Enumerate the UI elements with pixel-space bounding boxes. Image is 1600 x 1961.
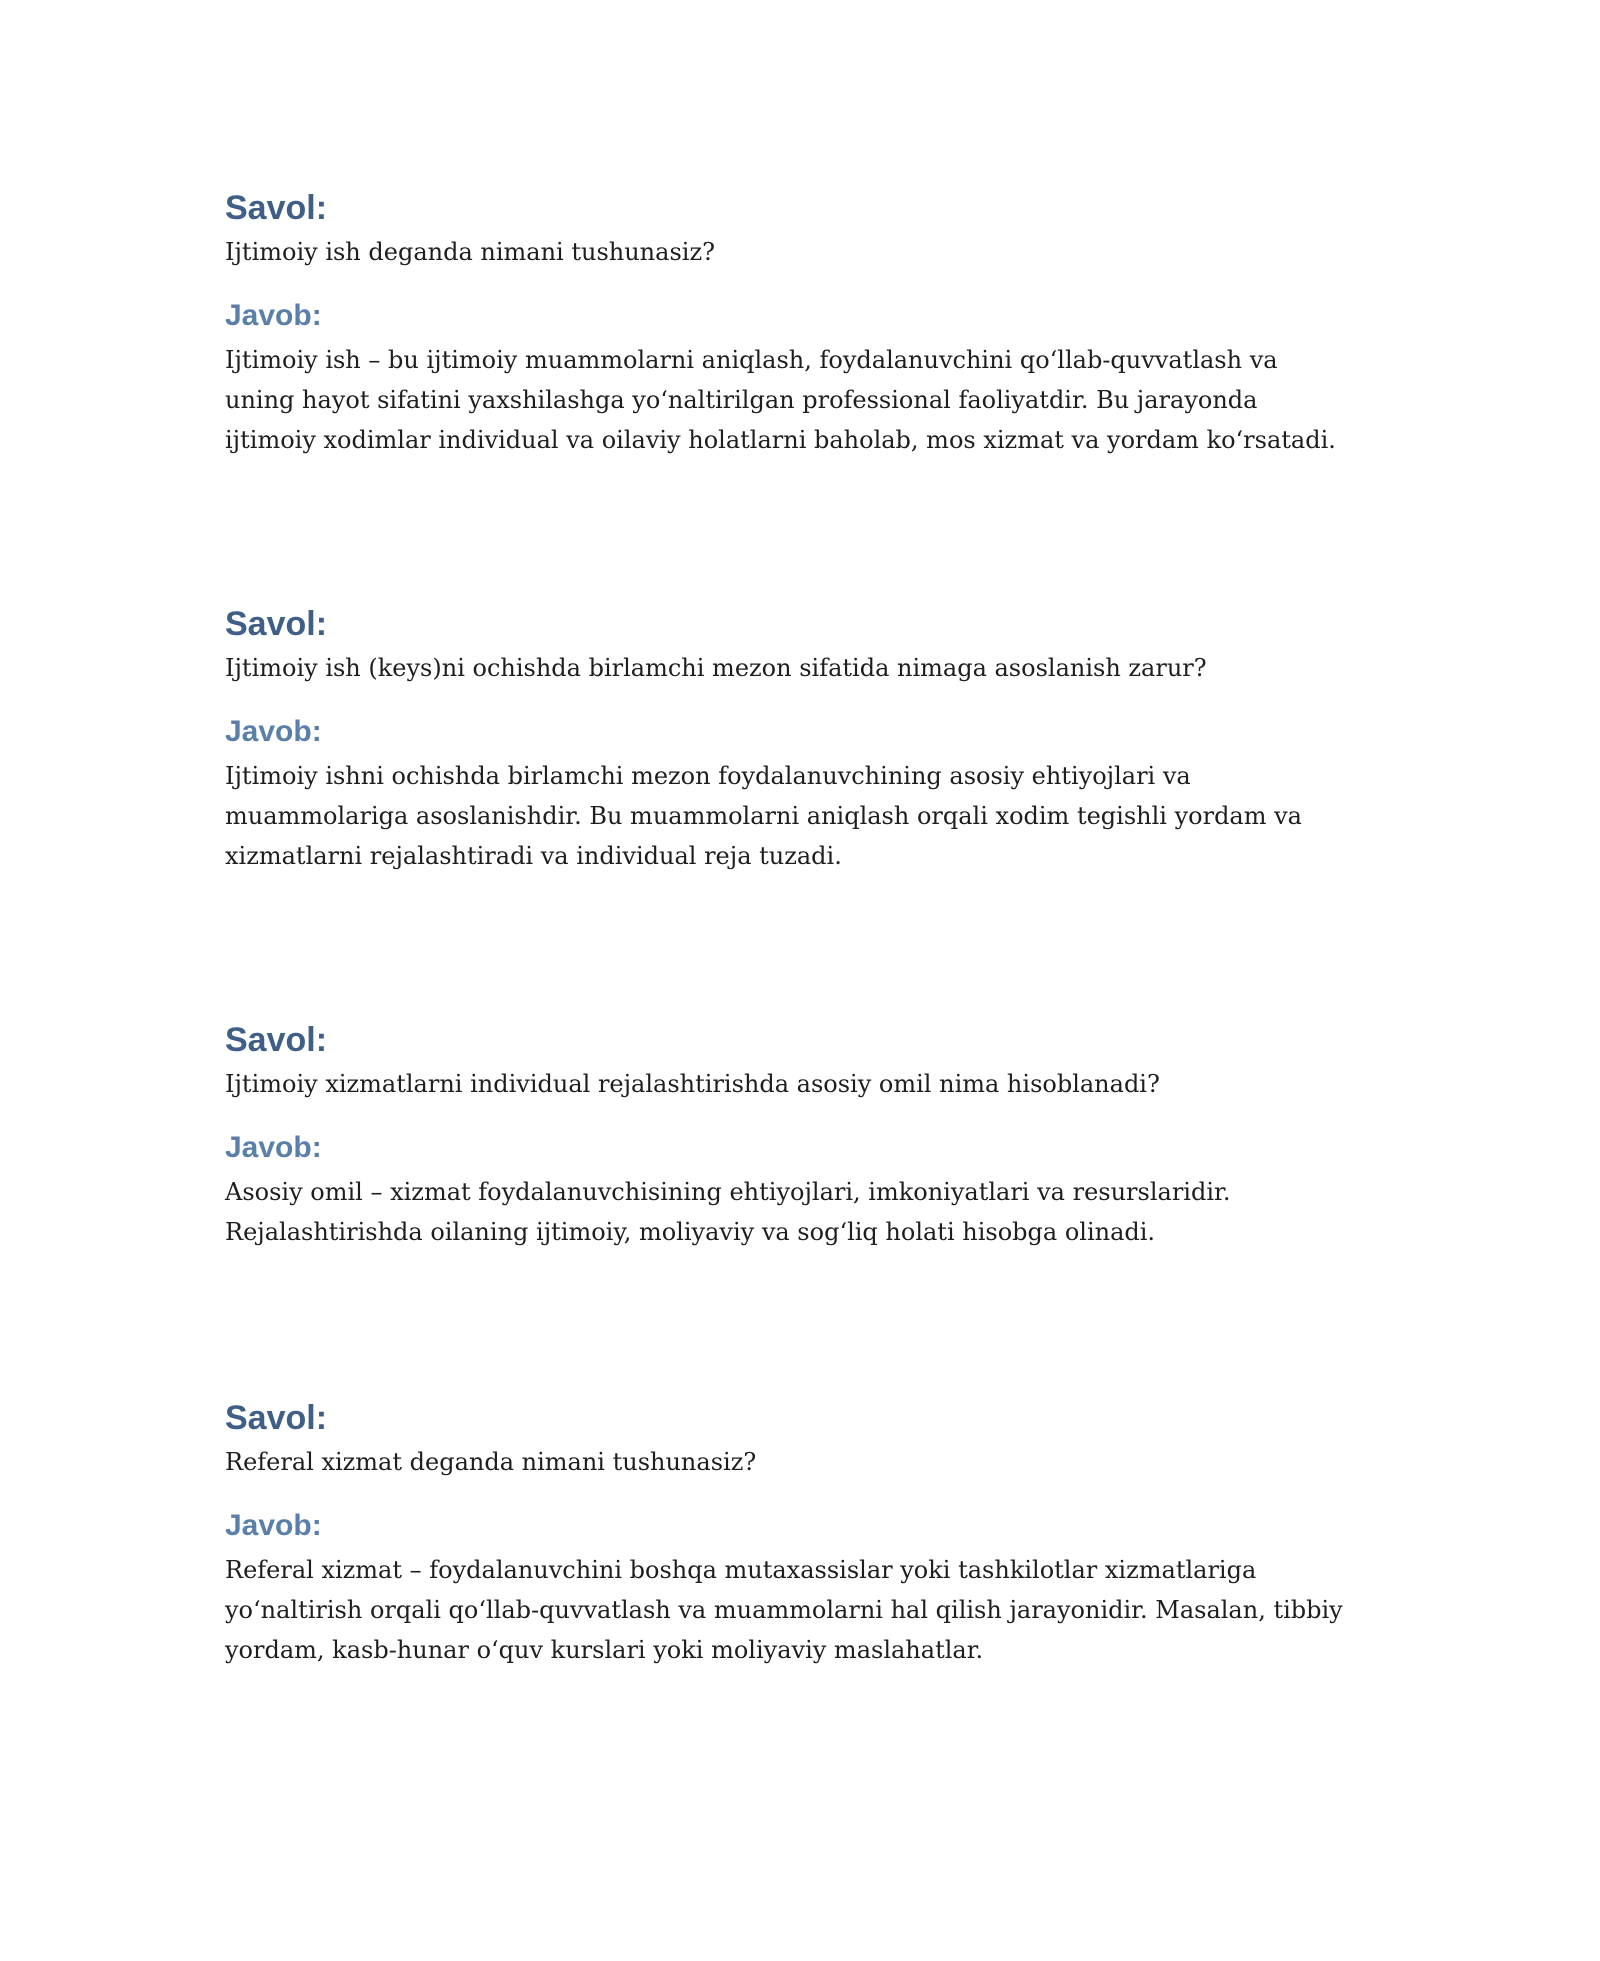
answer-line: yordam, kasb-hunar o‘quv kurslari yoki moliyaviy maslahatlar. [225, 1636, 984, 1664]
question-label: Savol: [225, 605, 328, 643]
answer-line: muammolariga asoslanishdir. Bu muammolarni aniqlash orqali xodim tegishli yordam va [225, 802, 1302, 830]
answer-line: Referal xizmat – foydalanuvchini boshqa mutaxassislar yoki tashkilotlar xizmatlariga [225, 1556, 1257, 1584]
qa-block-3 [225, 1020, 1405, 1252]
answer-line: yo‘naltirish orqali qo‘llab-quvvatlash va muammolarni hal qilish jarayonidir. Masalan, tibbiy [225, 1596, 1343, 1624]
qa-block-1 [225, 188, 1405, 460]
answer-line: xizmatlarni rejalashtiradi va individual reja tuzadi. [225, 842, 842, 870]
question-label: Savol: [225, 1021, 328, 1059]
answer-text [225, 340, 1405, 460]
answer-text [225, 1172, 1405, 1252]
answer-text [225, 1550, 1405, 1670]
answer-line: Asosiy omil – xizmat foydalanuvchisining ehtiyojlari, imkoniyatlari va resurslaridir. [225, 1178, 1231, 1206]
answer-line: Rejalashtirishda oilaning ijtimoiy, moliyaviy va sog‘liq holati hisobga olinadi. [225, 1218, 1156, 1246]
question-text: Referal xizmat deganda nimani tushunasiz? [225, 1448, 757, 1476]
question-label: Savol: [225, 1399, 328, 1437]
answer-line: uning hayot sifatini yaxshilashga yo‘naltirilgan professional faoliyatdir. Bu jarayonda [225, 386, 1258, 414]
question-label: Savol: [225, 189, 328, 227]
question-text: Ijtimoiy ish deganda nimani tushunasiz? [225, 238, 715, 266]
answer-label: Javob: [225, 1131, 322, 1164]
qa-block-2 [225, 604, 1405, 876]
answer-label: Javob: [225, 1509, 322, 1542]
answer-line: ijtimoiy xodimlar individual va oilaviy holatlarni baholab, mos xizmat va yordam ko‘rsatadi. [225, 426, 1336, 454]
answer-line: Ijtimoiy ish – bu ijtimoiy muammolarni aniqlash, foydalanuvchini qo‘llab-quvvatlash va [225, 346, 1278, 374]
question-text: Ijtimoiy ish (keys)ni ochishda birlamchi mezon sifatida nimaga asoslanish zarur? [225, 654, 1207, 682]
answer-text [225, 756, 1405, 876]
answer-label: Javob: [225, 299, 322, 332]
question-text: Ijtimoiy xizmatlarni individual rejalashtirishda asosiy omil nima hisoblanadi? [225, 1070, 1160, 1098]
answer-label: Javob: [225, 715, 322, 748]
qa-block-4 [225, 1398, 1405, 1670]
answer-line: Ijtimoiy ishni ochishda birlamchi mezon foydalanuvchining asosiy ehtiyojlari va [225, 762, 1191, 790]
